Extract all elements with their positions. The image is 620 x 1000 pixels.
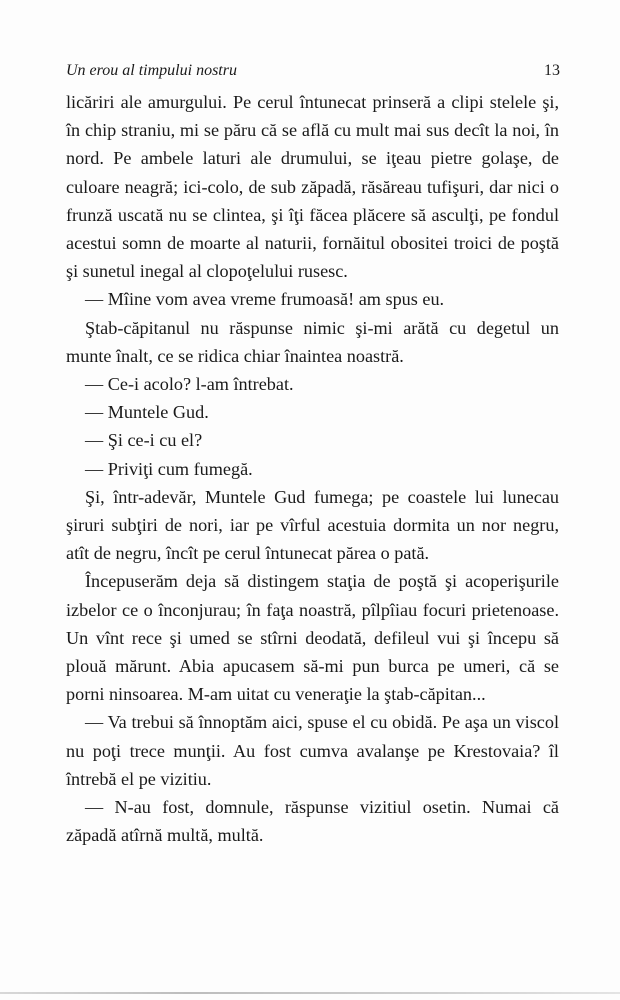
paragraph: — Muntele Gud. bbox=[85, 402, 209, 423]
paragraph: — Mîine vom avea vreme frumoasă! am spus eu. bbox=[85, 289, 445, 310]
paragraph: — Şi ce-i cu el? bbox=[85, 430, 203, 451]
paragraph: — N-au fost, domnule, răspunse vizitiul osetin. Numai că zăpadă atîrnă multă, multă. bbox=[66, 797, 559, 846]
paragraph: — Va trebui să înnoptăm aici, spuse el cu obidă. Pe aşa un viscol nu poţi trece munţii. Au fost cumva avalanşe pe Krestovaia? îl întrebă el pe vizitiu. bbox=[66, 712, 559, 789]
paragraph: — Ce-i acolo? l-am întrebat. bbox=[85, 374, 294, 395]
page-number: 13 bbox=[544, 62, 560, 79]
paragraph: licăriri ale amurgului. Pe cerul întunecat prinseră a clipi stelele şi, în chip straniu, mi se păru că se află cu mult mai sus decît la noi, în nord. Pe ambele laturi ale drumului, se iţeau pietre golaşe, de culoare neagră; ici-colo, de sub zăpadă, răsăreau tufişuri, dar nici o frunză uscată nu se clintea, şi îţi făcea plăcere să asculţi, pe fondul acestui somn de moarte al naturii, fornăitul obositei troici de poştă şi sunetul inegal al clopoţelului rusesc. bbox=[66, 92, 559, 282]
body-text bbox=[66, 88, 559, 849]
paragraph: Ştab-căpitanul nu răspunse nimic şi-mi arătă cu degetul un munte înalt, ce se ridica chiar înaintea noastră. bbox=[66, 317, 559, 366]
running-title: Un erou al timpului nostru bbox=[66, 62, 237, 79]
paragraph: Şi, într-adevăr, Muntele Gud fumega; pe coastele lui lunecau şiruri subţiri de nori, iar pe vîrful acestuia dormita un nor negru, atît de negru, încît pe cerul întunecat părea o pată. bbox=[66, 486, 559, 564]
page-edge-shadow bbox=[0, 992, 620, 994]
paragraph: — Priviţi cum fumegă. bbox=[85, 458, 253, 479]
page-header bbox=[66, 62, 560, 86]
paragraph: Începuserăm deja să distingem staţia de poştă şi acoperişurile izbelor ce o înconjurau; în faţa noastră, pîlpîiau focuri prietenoase. Un vînt rece şi umed se stîrni deodată, defileul vui şi începu să plouă mărunt. Abia apucasem să-mi pun burca pe umeri, că se porni ninsoarea. M-am uitat cu veneraţie la ştab-căpitan... bbox=[66, 571, 559, 705]
